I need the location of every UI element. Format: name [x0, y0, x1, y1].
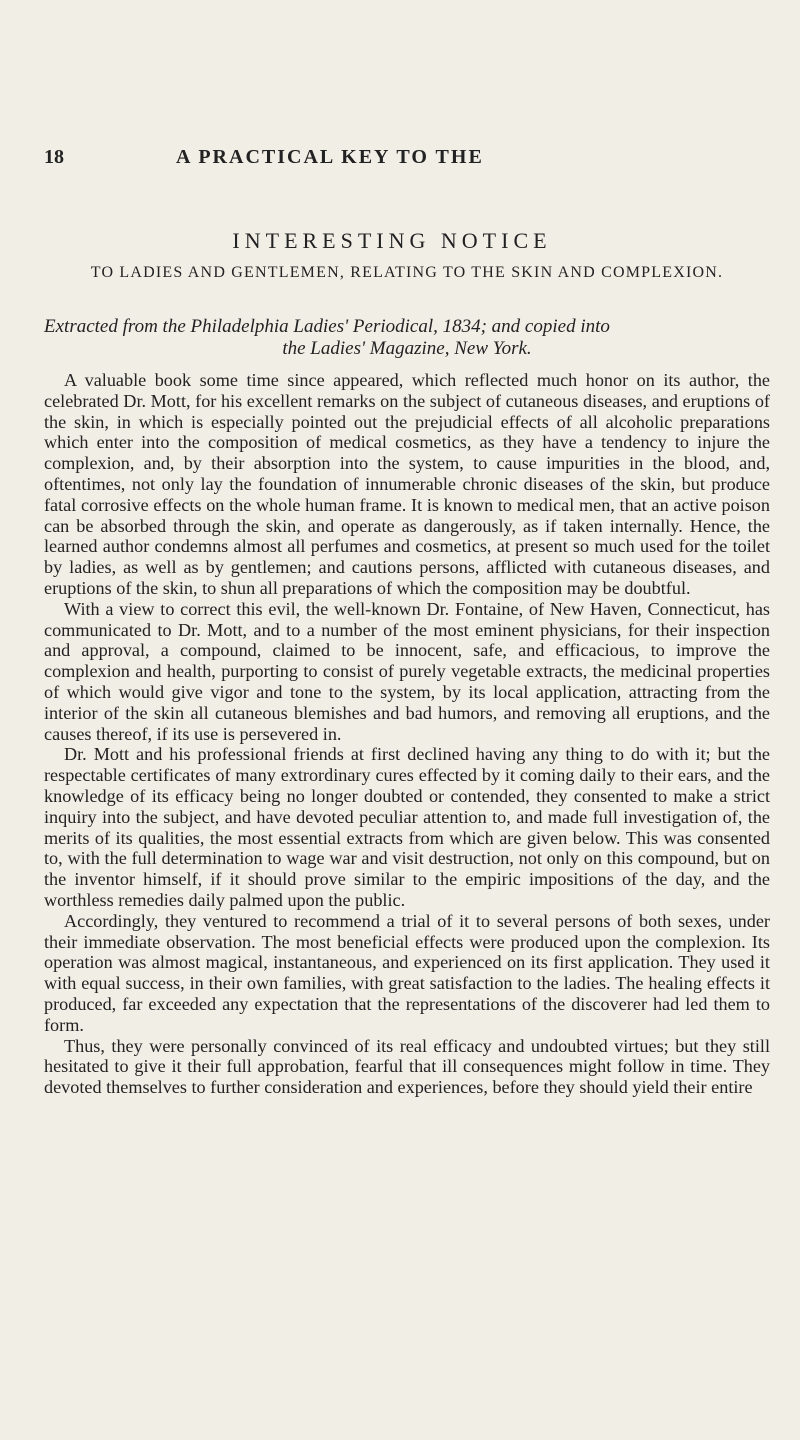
- body-text: [44, 370, 770, 1098]
- paragraph: Dr. Mott and his professional friends at first declined having any thing to do with it; but the respectable certificates of many extrordinary cures effected by it coming daily to their ears, and the knowledge of its efficacy being no longer doubted or contended, they consented to make a strict inquiry into the subject, and have devoted peculiar attention to, and made full investigation of, the merits of its qualities, the most essential extracts from which are given below. This was consented to, with the full determination to wage war and visit destruction, not only on this compound, but on the inventor himself, if it should prove similar to the empiric impositions of the day, and the worthless remedies daily palmed upon the public.: [44, 744, 770, 910]
- notice-title: INTERESTING NOTICE: [232, 228, 552, 253]
- running-title: A PRACTICAL KEY TO THE: [176, 145, 484, 168]
- source-note: [44, 316, 770, 360]
- paragraph: Accordingly, they ventured to recommend a trial of it to several persons of both sexes, under their immediate observation. The most beneficial effects were produced upon the complexion. Its operation was almost magical, instantaneous, and experienced on its first application. They used it with equal success, in their own families, with great satisfaction to the ladies. The healing effects it produced, far exceeded any expectation that the representations of the discoverer had led them to form.: [44, 910, 770, 1035]
- book-page: [44, 0, 770, 1440]
- paragraph: With a view to correct this evil, the well-known Dr. Fontaine, of New Haven, Connecticut, has communicated to Dr. Mott, and to a number of the most eminent physicians, for their inspection and approval, a compound, claimed to be innocent, safe, and efficacious, to improve the complexion and health, purporting to consist of purely vegetable extracts, the medicinal properties of which would give vigor and tone to the system, by its local application, attracting from the interior of the skin all cutaneous blemishes and bad humors, and removing all eruptions, and the causes thereof, if its use is persevered in.: [44, 598, 770, 744]
- source-note-line-2: the Ladies' Magazine, New York.: [282, 338, 532, 359]
- paragraph: A valuable book some time since appeared, which reflected much honor on its author, the celebrated Dr. Mott, for his excellent remarks on the subject of cutaneous diseases, and eruptions of the skin, in which is especially pointed out the prejudicial effects of all alcoholic preparations which enter into the composition of medical cosmetics, as they have a tendency to injure the complexion, and, by their absorption into the system, to cause impurities in the blood, and, oftentimes, not only lay the foundation of innumerable chronic diseases of the skin, but produce fatal corrosive effects on the whole human frame. It is known to medical men, that an active poison can be absorbed through the skin, and operate as dangerously, as if taken internally. Hence, the learned author condemns almost all perfumes and cosmetics, at present so much used for the toilet by ladies, as well as by gentlemen; and cautions persons, afflicted with cutaneous diseases, and eruptions of the skin, to shun all preparations of which the composition may be doubtful.: [44, 370, 770, 598]
- notice-subheading: TO LADIES AND GENTLEMEN, RELATING TO THE SKIN AND COMPLEXION.: [90, 264, 724, 281]
- running-head: [44, 142, 770, 172]
- source-note-line-1: Extracted from the Philadelphia Ladies' Periodical, 1834; and copied into: [44, 316, 610, 337]
- paragraph: Thus, they were personally convinced of its real efficacy and undoubted virtues; but they still hesitated to give it their full approbation, fearful that ill consequences might follow in time. They devoted themselves to further consideration and experiences, before they should yield their entire: [44, 1035, 770, 1098]
- page-number: 18: [44, 145, 64, 168]
